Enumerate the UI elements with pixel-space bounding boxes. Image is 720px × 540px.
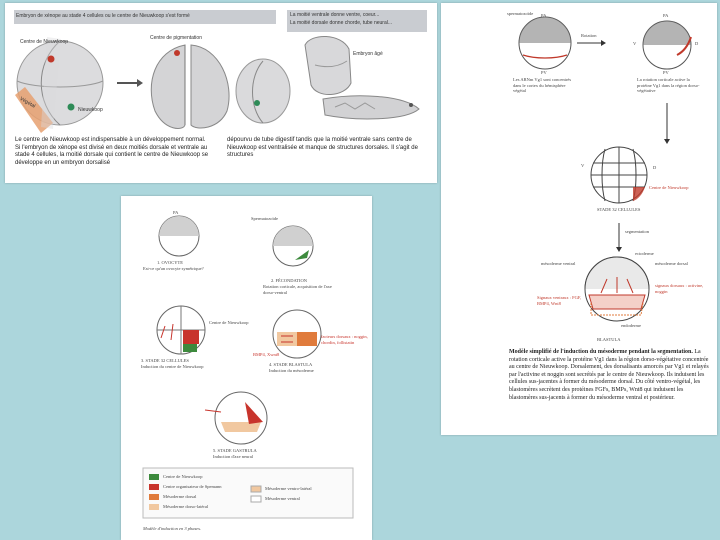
legend-item-6: Mésoderme ventral — [265, 496, 300, 501]
panel1-caption-left: Le centre de Nieuwkoop est indispensable à un développement normal. Si l'embryon de xénope est divisé en deux moitiés dorsale et ventrale au stade 4 cellules, la moitié dorsale qui contient le centre de Nieuwkoop se développe en un embryon dorsalisé — [15, 137, 209, 166]
legend-item-4: Mésoderme dorso-latéral — [163, 504, 209, 509]
p3-step2-caption: Rotation corticale, acquisition de l'axe dorso-ventral — [263, 284, 332, 295]
p3-label-pa-1: PA — [173, 210, 179, 215]
legend-item-5: Mésoderme ventro-latéral — [265, 486, 312, 491]
panel2-caption-body: La rotation corticale active la protéine Vg1 dans la région dorso-végétative concentrée au centre de Nieuwkoop. Dorsalement, des dorsalisants amorcés par Vg1 et relayés par l'activine et noggin sont secrétés par le centre de Nieuwkoop. Ils induisent les cellules sus-jacentes à former du mésoderme dorsal. Du côté ventro-végétal, les blastomères secrètent des protéines FGFs, BMPs, Wnt8 qui induisent les blastomères sus-jacents à former du mésoderme ventral et postérieur. — [509, 349, 709, 401]
legend-item-1: Centre de Nieuwkoop — [163, 474, 203, 479]
p3-step4: 4. STADE BLASTULA — [269, 362, 313, 367]
panel1-right-header-2: La moitié dorsale donne chorde, tube neural... — [290, 20, 393, 26]
panel1-header: Embryon de xénope au stade 4 cellules ou le centre de Nieuwkoop s'est formé — [16, 13, 190, 19]
panel2-caption-title: Modèle simplifié de l'induction du mésoderme pendant la segmentation. — [509, 349, 693, 355]
figure-panel-nieuwkoop-embryo — [5, 3, 437, 183]
p3-label-bmp: BMP4, Xwnt8 — [253, 352, 280, 357]
label-v-32: V — [581, 163, 585, 168]
p3-step3-caption: Induction du centre de Nieuwkoop — [141, 364, 204, 369]
p3-label-nieuwkoop: Centre de Nieuwkoop — [209, 320, 249, 325]
text-vg1-mrna: Les ARNm Vg1 sont concentrés dans le cortex du hémisphère végétal — [513, 77, 572, 93]
label-signaux-dorsaux: signaux dorsaux : activine, noggin — [655, 283, 704, 294]
label-ectoderme: ectoderme — [635, 251, 654, 256]
label-pa-2: PA — [663, 13, 669, 18]
legend-item-2: Centre organisateur de Spemann — [163, 484, 222, 489]
legend-item-3: Mésoderme dorsal — [163, 494, 197, 499]
figure-panel-mesoderm-induction — [441, 3, 717, 435]
label-signaux-ventraux: Signaux ventraux : FGF, BMP4, Wnt8 — [537, 295, 582, 306]
label-segmentation: segmentation — [625, 229, 649, 234]
panel2-caption — [509, 349, 709, 402]
label-meso-dorsal: mésoderme dorsal — [655, 261, 688, 266]
p3-step5: 5. STADE GASTRULA — [213, 448, 257, 453]
label-sperm: spermatozoïde — [507, 11, 534, 16]
label-d: D — [695, 41, 699, 46]
label-meso-ventral: mésoderme ventral — [541, 261, 576, 266]
label-pv-2: PV — [663, 70, 669, 75]
p3-step4-caption: Induction du mésoderme — [269, 368, 314, 373]
label-stage-32: STADE 32 CELLULES — [597, 207, 641, 212]
panel1-caption-right: dépourvu de tube digestif tandis que la moitié ventrale sans centre de Nieuwkoop est ventralisée et manque de structures dorsales. Il s'agit de structures — [227, 137, 418, 158]
figure-panel-three-phase-model — [121, 196, 372, 540]
label-centre-32: Centre de Nieuwkoop — [649, 185, 689, 190]
panel3-bottom-caption: Modèle d'induction en 3 phases. — [143, 526, 202, 531]
panel1-right-header-1: La moitié ventrale donne ventre, coeur... — [290, 12, 380, 18]
label-dorsal: Centre de Nieuwkoop — [20, 39, 69, 45]
p3-step1-caption: Est-ce qu'un ovocyte symétrique? — [143, 266, 204, 271]
p3-label-signaux: facteurs dorsaux : noggin, chordin, follistatin — [321, 334, 368, 345]
label-pv-1: PV — [541, 70, 547, 75]
label-rotation: Rotation — [581, 33, 597, 38]
label-blastula: BLASTULA — [597, 337, 621, 342]
label-vegetal: Végétal — [18, 95, 37, 110]
label-pa-1: PA — [541, 13, 547, 18]
text-vg1-rotation: La rotation corticale active la protéine Vg1 dans la région dorso-végétative — [637, 77, 700, 93]
p3-step1: 1. OVOCYTE — [157, 260, 183, 265]
label-pigment: Centre de pigmentation — [150, 35, 202, 41]
label-endoderme: endoderme — [621, 323, 641, 328]
p3-label-sperm: Spermatozoïde — [251, 216, 278, 221]
p3-step2: 2. FÉCONDATION — [271, 278, 307, 283]
label-nieuwkoop: Nieuwkoop — [78, 107, 103, 113]
label-d-32: D — [653, 165, 657, 170]
label-embryo: Embryon âgé — [353, 51, 383, 57]
p3-step5-caption: Induction d'axe neural — [213, 454, 254, 459]
label-v: V — [633, 41, 637, 46]
p3-step3: 3. STADE 32 CELLULES — [141, 358, 189, 363]
